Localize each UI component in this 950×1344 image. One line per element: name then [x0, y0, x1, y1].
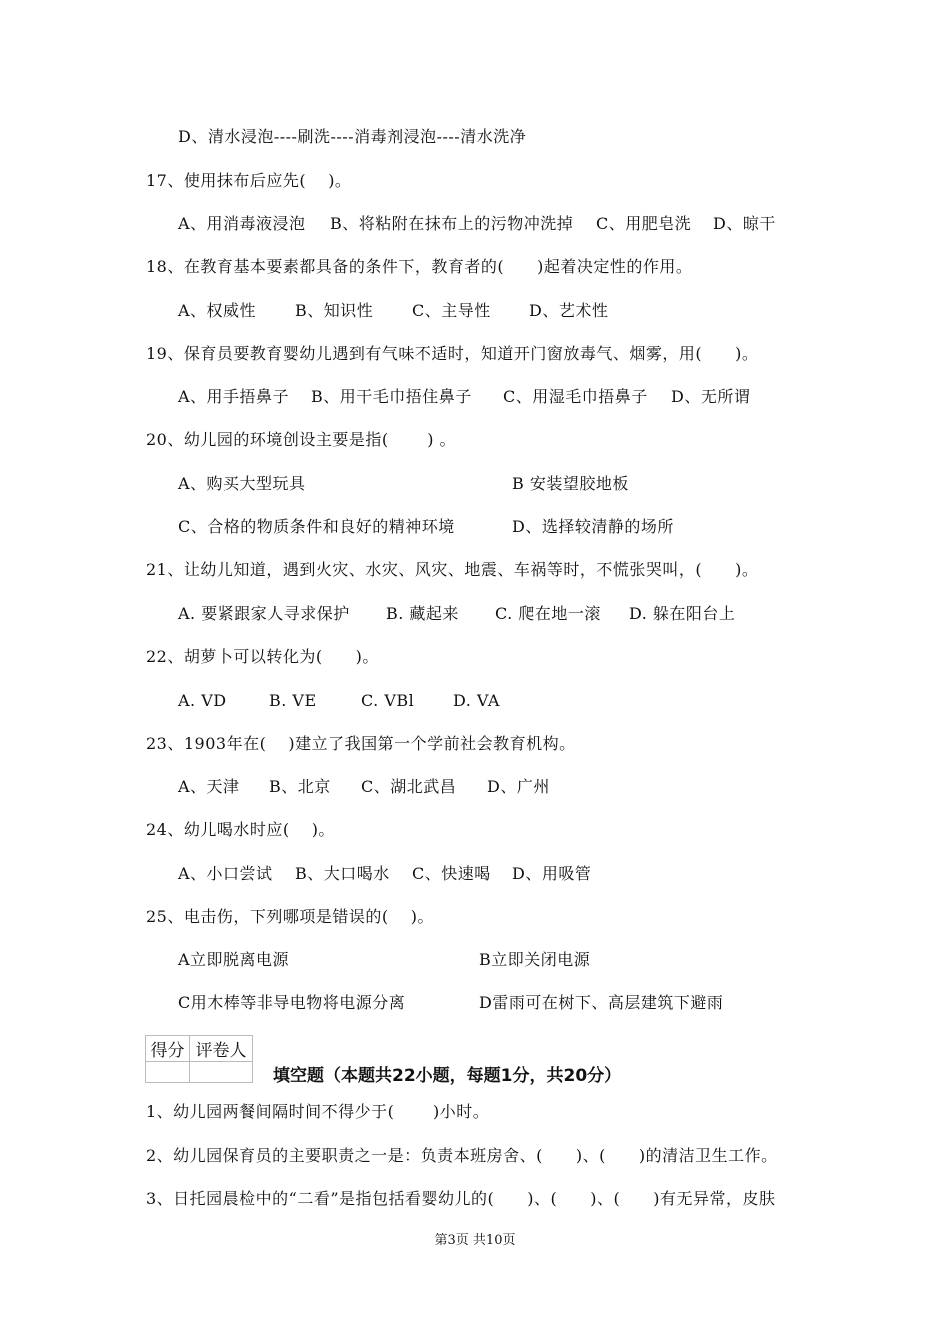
- fill-question-3: 3、日托园晨检中的“二看”是指包括看婴幼儿的( )、( )、( )有无异常，皮肤: [146, 1189, 776, 1208]
- option-b: B. VE: [269, 691, 317, 710]
- option-a: A、天津: [178, 777, 240, 796]
- option-a: A、购买大型玩具: [178, 474, 306, 493]
- question-20: 20、幼儿园的环境创设主要是指( ) 。: [146, 430, 457, 449]
- option-c: C、合格的物质条件和良好的精神环境: [178, 517, 455, 536]
- question-25: 25、电击伤，下列哪项是错误的( )。: [146, 907, 434, 926]
- section-title: 填空题（本题共22小题，每题1分，共20分）: [273, 1066, 622, 1086]
- option-a: A立即脱离电源: [178, 950, 290, 969]
- option-c: C、用肥皂洗: [596, 214, 692, 233]
- option-c: C用木棒等非导电物将电源分离: [178, 993, 406, 1012]
- option-d: D、广州: [487, 777, 550, 796]
- option-c: C、主导性: [412, 301, 491, 320]
- option-d: D. 躲在阳台上: [629, 604, 736, 623]
- fill-question-2: 2、幼儿园保育员的主要职责之一是：负责本班房舍、( )、( )的清洁卫生工作。: [146, 1146, 778, 1165]
- option-a: A. VD: [178, 691, 227, 710]
- option-d: D、艺术性: [529, 301, 609, 320]
- option-b: B立即关闭电源: [479, 950, 591, 969]
- option-a: A、用手捂鼻子: [178, 387, 290, 406]
- page-footer: 第3页 共10页: [434, 1233, 516, 1248]
- score-cell: [146, 1062, 190, 1083]
- option-a: A、用消毒液浸泡: [178, 214, 306, 233]
- option-d: D、用吸管: [512, 864, 592, 883]
- question-24: 24、幼儿喝水时应( )。: [146, 820, 335, 839]
- option-b: B、北京: [269, 777, 331, 796]
- option-line: D、清水浸泡----刷洗----消毒剂浸泡----清水洗净: [178, 127, 527, 146]
- question-23: 23、1903年在( )建立了我国第一个学前社会教育机构。: [146, 734, 576, 753]
- option-c: C. VBl: [361, 691, 415, 710]
- option-c: C、快速喝: [412, 864, 491, 883]
- option-c: C、用湿毛巾捂鼻子: [503, 387, 648, 406]
- option-d: D、选择较清静的场所: [512, 517, 674, 536]
- score-header: 得分: [146, 1036, 190, 1062]
- option-d: D、无所谓: [671, 387, 751, 406]
- option-b: B、用干毛巾捂住鼻子: [311, 387, 472, 406]
- fill-question-1: 1、幼儿园两餐间隔时间不得少于( )小时。: [146, 1102, 490, 1121]
- option-d: D、晾干: [713, 214, 776, 233]
- option-b: B、将粘附在抹布上的污物冲洗掉: [330, 214, 574, 233]
- score-table: [145, 1035, 253, 1077]
- option-c: C. 爬在地一滚: [495, 604, 601, 623]
- question-18: 18、在教育基本要素都具备的条件下，教育者的( )起着决定性的作用。: [146, 257, 693, 276]
- question-19: 19、保育员要教育婴幼儿遇到有气味不适时，知道开门窗放毒气、烟雾，用( )。: [146, 344, 759, 363]
- question-22: 22、胡萝卜可以转化为( )。: [146, 647, 379, 666]
- question-21: 21、让幼儿知道，遇到火灾、水灾、风灾、地震、车祸等时，不慌张哭叫，( )。: [146, 560, 759, 579]
- grader-header: 评卷人: [189, 1036, 252, 1062]
- option-d: D雷雨可在树下、高层建筑下避雨: [479, 993, 724, 1012]
- option-b: B. 藏起来: [386, 604, 459, 623]
- option-a: A、小口尝试: [178, 864, 273, 883]
- option-b: B 安装望胶地板: [512, 474, 629, 493]
- option-a: A. 要紧跟家人寻求保护: [178, 604, 350, 623]
- option-d: D. VA: [453, 691, 500, 710]
- option-b: B、大口喝水: [295, 864, 390, 883]
- option-b: B、知识性: [295, 301, 374, 320]
- option-a: A、权威性: [178, 301, 257, 320]
- question-17: 17、使用抹布后应先( )。: [146, 171, 352, 190]
- option-c: C、湖北武昌: [361, 777, 457, 796]
- grader-cell: [189, 1062, 252, 1083]
